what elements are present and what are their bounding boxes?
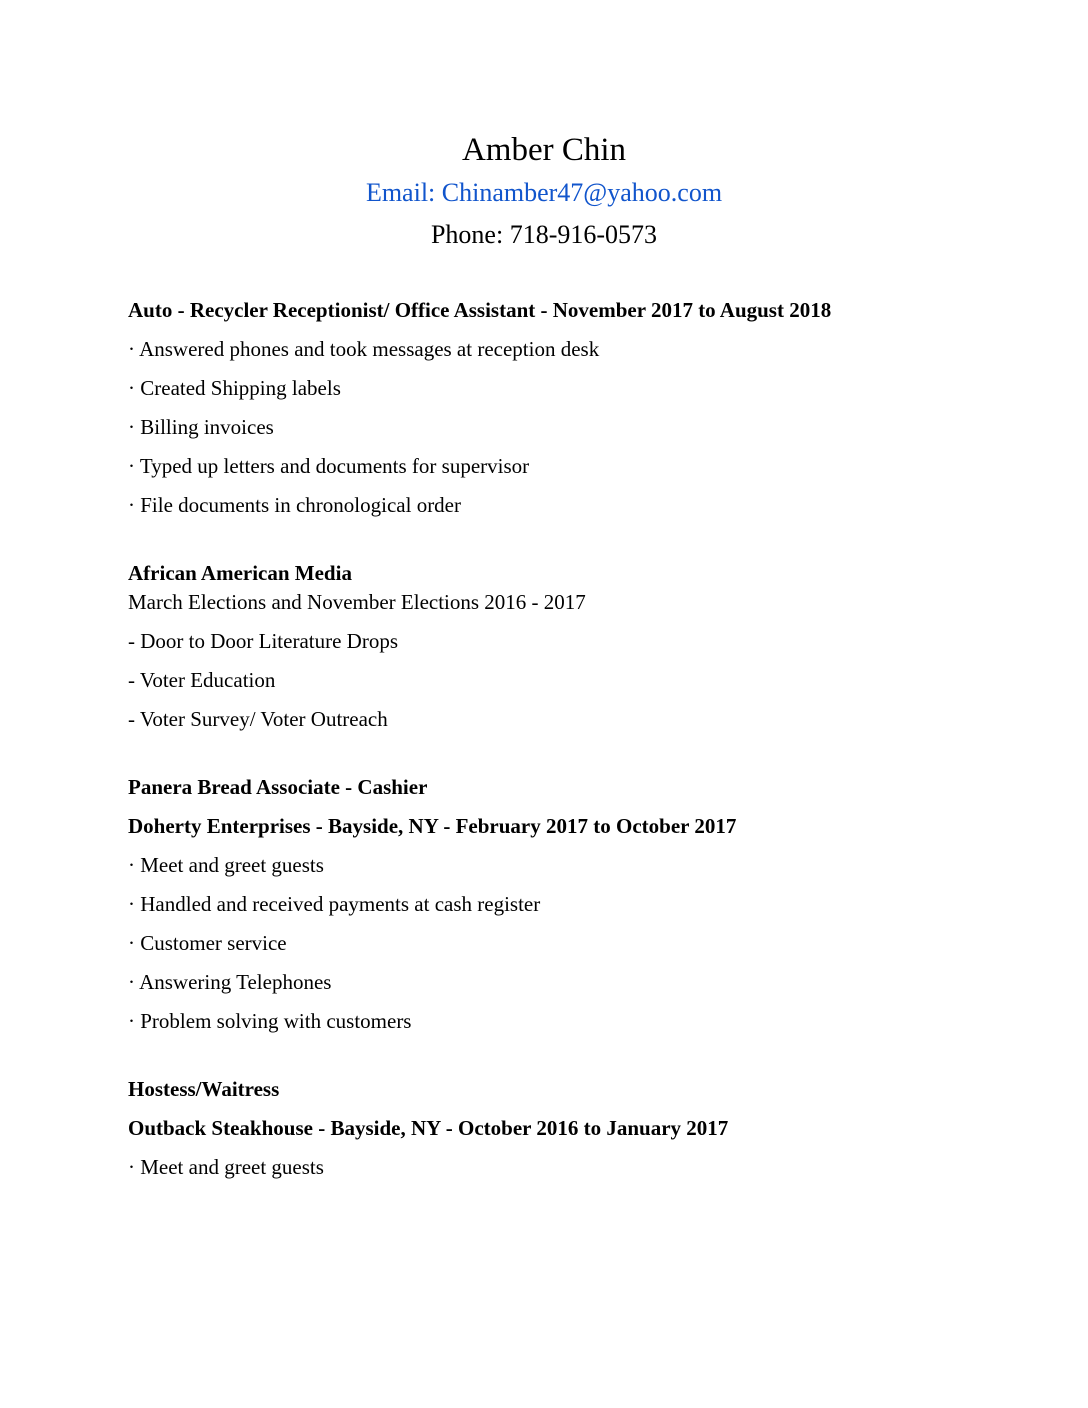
job-title: Hostess/Waitress xyxy=(128,1077,280,1101)
section-panera-bread xyxy=(128,773,960,1036)
bullet-item: · Created Shipping labels xyxy=(128,376,341,400)
bullet-item: · Typed up letters and documents for supervisor xyxy=(128,454,530,478)
section-auto-recycler xyxy=(128,296,960,520)
email-link[interactable]: Email: Chinamber47@yahoo.com xyxy=(365,178,723,207)
job-title: Auto - Recycler Receptionist/ Office Assistant - November 2017 to August 2018 xyxy=(128,298,832,322)
bullet-item: · Answering Telephones xyxy=(128,970,332,994)
bullet-item: · Billing invoices xyxy=(128,415,274,439)
bullet-item: - Voter Survey/ Voter Outreach xyxy=(128,707,388,731)
person-name: Amber Chin xyxy=(461,132,627,168)
bullet-item: - Voter Education xyxy=(128,668,276,692)
bullet-item: · Problem solving with customers xyxy=(128,1009,412,1033)
phone-line: Phone: 718-916-0573 xyxy=(430,220,658,249)
bullet-item: · Meet and greet guests xyxy=(128,1155,324,1179)
job-employer: Outback Steakhouse - Bayside, NY - October 2016 to January 2017 xyxy=(128,1116,729,1140)
bullet-item: · Customer service xyxy=(128,931,287,955)
email-line xyxy=(128,172,960,214)
job-subtitle: March Elections and November Elections 2016 - 2017 xyxy=(128,590,586,614)
bullet-item: · Handled and received payments at cash register xyxy=(128,892,541,916)
job-employer: Doherty Enterprises - Bayside, NY - February 2017 to October 2017 xyxy=(128,814,737,838)
resume-header xyxy=(128,128,960,256)
bullet-item: · Meet and greet guests xyxy=(128,853,324,877)
job-title: African American Media xyxy=(128,561,352,585)
section-outback-steakhouse xyxy=(128,1075,960,1182)
bullet-item: · Answered phones and took messages at reception desk xyxy=(128,337,600,361)
job-title: Panera Bread Associate - Cashier xyxy=(128,775,428,799)
bullet-item: - Door to Door Literature Drops xyxy=(128,629,399,653)
section-african-american-media xyxy=(128,559,960,734)
bullet-item: · File documents in chronological order xyxy=(128,493,461,517)
